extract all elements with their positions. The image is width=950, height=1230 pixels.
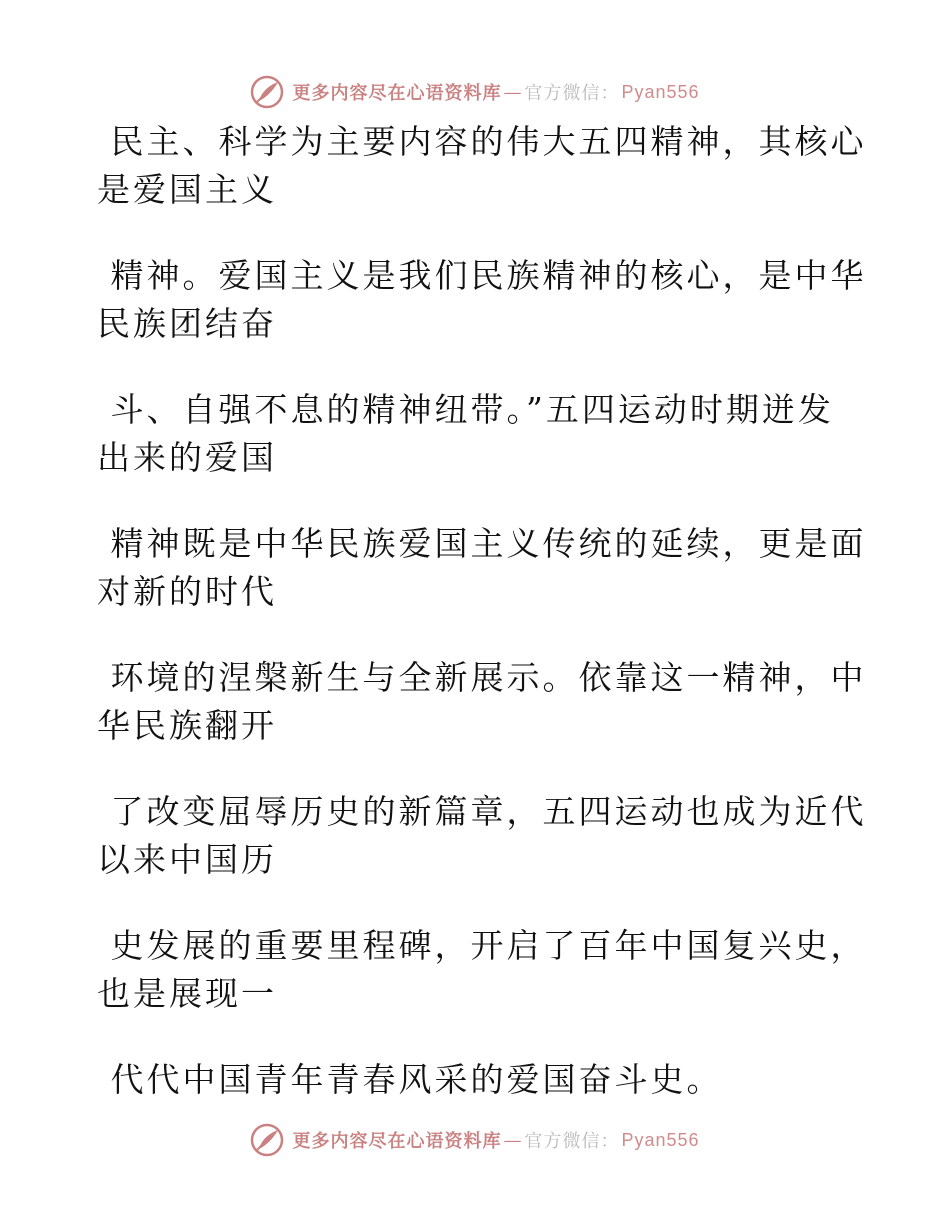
paragraph bbox=[97, 520, 867, 616]
text-line: 了改变屈辱历史的新篇章，五四运动也成为近代 bbox=[97, 792, 867, 831]
text-line: 民主、科学为主要内容的伟大五四精神，其核心 bbox=[97, 122, 867, 161]
quill-logo-icon bbox=[250, 75, 284, 109]
watermark-label: 官方微信： bbox=[524, 1131, 620, 1152]
watermark-brand: 更多内容尽在心语资料库 bbox=[292, 83, 502, 104]
text-line: 以来中国历 bbox=[97, 840, 277, 879]
paragraph bbox=[97, 118, 867, 214]
text-line: 精神既是中华民族爱国主义传统的延续，更是面 bbox=[97, 524, 867, 563]
header-watermark bbox=[0, 70, 950, 114]
watermark-wechat-id: Pyan556 bbox=[621, 1129, 700, 1150]
watermark-brand: 更多内容尽在心语资料库 bbox=[292, 1131, 502, 1152]
text-line: 斗、自强不息的精神纽带。”五四运动时期迸发 bbox=[97, 390, 834, 429]
text-line: 民族团结奋 bbox=[97, 304, 277, 343]
watermark-text bbox=[292, 79, 699, 105]
paragraph bbox=[97, 386, 837, 482]
paragraph bbox=[97, 1056, 837, 1104]
text-line: 对新的时代 bbox=[97, 572, 277, 611]
paragraph bbox=[97, 654, 867, 750]
text-line: 是爱国主义 bbox=[97, 170, 277, 209]
text-line: 代代中国青年青春风采的爱国奋斗史。 bbox=[97, 1060, 723, 1099]
footer-watermark bbox=[0, 1118, 950, 1162]
text-line: 出来的爱国 bbox=[97, 438, 277, 477]
text-line: 史发展的重要里程碑，开启了百年中国复兴史， bbox=[97, 926, 867, 965]
text-line: 环境的涅槃新生与全新展示。依靠这一精神，中 bbox=[97, 658, 867, 697]
paragraph bbox=[97, 252, 867, 348]
watermark-text bbox=[292, 1127, 699, 1153]
watermark-separator: — bbox=[503, 81, 523, 103]
document-body bbox=[97, 118, 867, 1142]
text-line: 也是展现一 bbox=[97, 974, 277, 1013]
paragraph bbox=[97, 922, 867, 1018]
text-line: 华民族翻开 bbox=[97, 706, 277, 745]
watermark-label: 官方微信： bbox=[524, 83, 620, 104]
watermark-wechat-id: Pyan556 bbox=[621, 81, 700, 102]
paragraph bbox=[97, 788, 867, 884]
watermark-separator: — bbox=[503, 1129, 523, 1151]
text-line: 精神。爱国主义是我们民族精神的核心，是中华 bbox=[97, 256, 867, 295]
quill-logo-icon bbox=[250, 1123, 284, 1157]
